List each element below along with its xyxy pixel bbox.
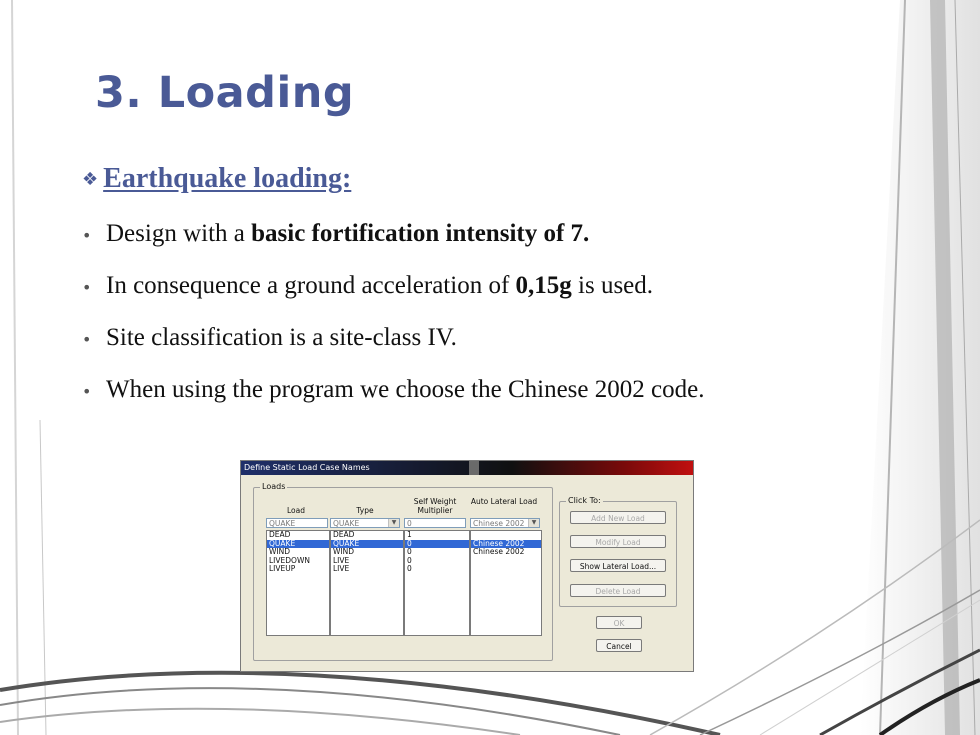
list-item-selected[interactable]: QUAKE — [331, 540, 403, 549]
show-lateral-load-button[interactable]: Show Lateral Load... — [570, 559, 666, 572]
bullet-text: is used. — [571, 272, 654, 299]
slide-title: 3. Loading — [95, 68, 355, 118]
list-item[interactable]: WIND — [269, 547, 291, 556]
titlebar-overlap — [469, 461, 479, 475]
list-item[interactable]: LIVE — [333, 555, 350, 565]
load-type-select[interactable] — [330, 518, 400, 528]
load-list[interactable] — [266, 530, 330, 636]
bullet-text: Site classification is a site-class IV. — [106, 324, 457, 351]
load-type-value: QUAKE — [333, 519, 360, 528]
bullet-item — [82, 324, 704, 376]
multiplier-list[interactable] — [404, 530, 470, 636]
subheading-text: Earthquake loading: — [103, 163, 352, 194]
list-item-selected[interactable]: Chinese 2002 — [471, 540, 541, 549]
bullet-item — [82, 376, 704, 428]
bullet-dot-icon: • — [82, 278, 92, 297]
bullet-item — [82, 272, 704, 324]
list-item[interactable]: LIVEUP — [269, 564, 296, 573]
list-item[interactable]: LIVEDOWN — [269, 555, 310, 565]
list-item[interactable] — [471, 565, 541, 574]
bullet-bold-text: 0,15g — [515, 272, 572, 299]
delete-load-button[interactable]: Delete Load — [570, 584, 666, 597]
list-item-selected[interactable]: QUAKE — [267, 540, 329, 549]
diamond-bullet-icon: ❖ — [82, 168, 99, 190]
click-to-group-label: Click To: — [568, 496, 601, 505]
dialog-title: Define Static Load Case Names — [244, 463, 370, 472]
subheading — [82, 163, 351, 195]
auto-lateral-column-header: Auto Lateral Load — [470, 497, 538, 506]
chevron-down-icon[interactable]: ▼ — [528, 519, 539, 527]
bullet-dot-icon: • — [82, 382, 92, 401]
bullet-text: In consequence a ground acceleration of — [106, 272, 516, 299]
bullet-text: Design with a — [106, 220, 252, 247]
self-weight-input[interactable]: 0 — [404, 518, 466, 528]
list-item[interactable]: 0 — [407, 547, 412, 556]
load-name-input[interactable]: QUAKE — [266, 518, 328, 528]
bullet-bold-text: basic fortification intensity of 7. — [251, 220, 590, 247]
bullet-dot-icon: • — [82, 330, 92, 349]
cancel-button[interactable]: Cancel — [596, 639, 642, 652]
list-item[interactable]: DEAD — [333, 530, 355, 539]
bullet-text: When using the program we choose the Chinese 2002 code. — [106, 376, 705, 403]
add-new-load-button[interactable]: Add New Load — [570, 511, 666, 524]
auto-lateral-list[interactable] — [470, 530, 542, 636]
self-weight-column-header: Self Weight Multiplier — [413, 497, 457, 515]
list-item[interactable]: 0 — [407, 564, 412, 573]
auto-lateral-select[interactable] — [470, 518, 540, 528]
list-item[interactable]: WIND — [333, 547, 355, 556]
define-load-cases-dialog — [240, 460, 694, 672]
type-list[interactable] — [330, 530, 404, 636]
list-item[interactable]: 1 — [407, 530, 412, 539]
dialog-titlebar — [241, 461, 693, 475]
click-to-group — [559, 496, 677, 607]
list-item[interactable]: 0 — [407, 555, 412, 565]
list-item[interactable]: DEAD — [269, 530, 291, 539]
bullet-list — [82, 220, 704, 428]
modify-load-button[interactable]: Modify Load — [570, 535, 666, 548]
chevron-down-icon[interactable]: ▼ — [388, 519, 399, 527]
list-item[interactable] — [471, 557, 541, 566]
type-column-header: Type — [356, 506, 374, 515]
ok-button[interactable]: OK — [596, 616, 642, 629]
auto-lateral-value: Chinese 2002 — [473, 519, 525, 528]
list-item-selected[interactable]: 0 — [405, 540, 469, 549]
loads-group — [253, 482, 553, 661]
load-column-header: Load — [287, 506, 305, 515]
list-item[interactable]: Chinese 2002 — [473, 547, 525, 556]
loads-group-label: Loads — [262, 482, 286, 491]
bullet-dot-icon: • — [82, 226, 92, 245]
list-item[interactable]: LIVE — [333, 564, 350, 573]
bullet-item — [82, 220, 704, 272]
